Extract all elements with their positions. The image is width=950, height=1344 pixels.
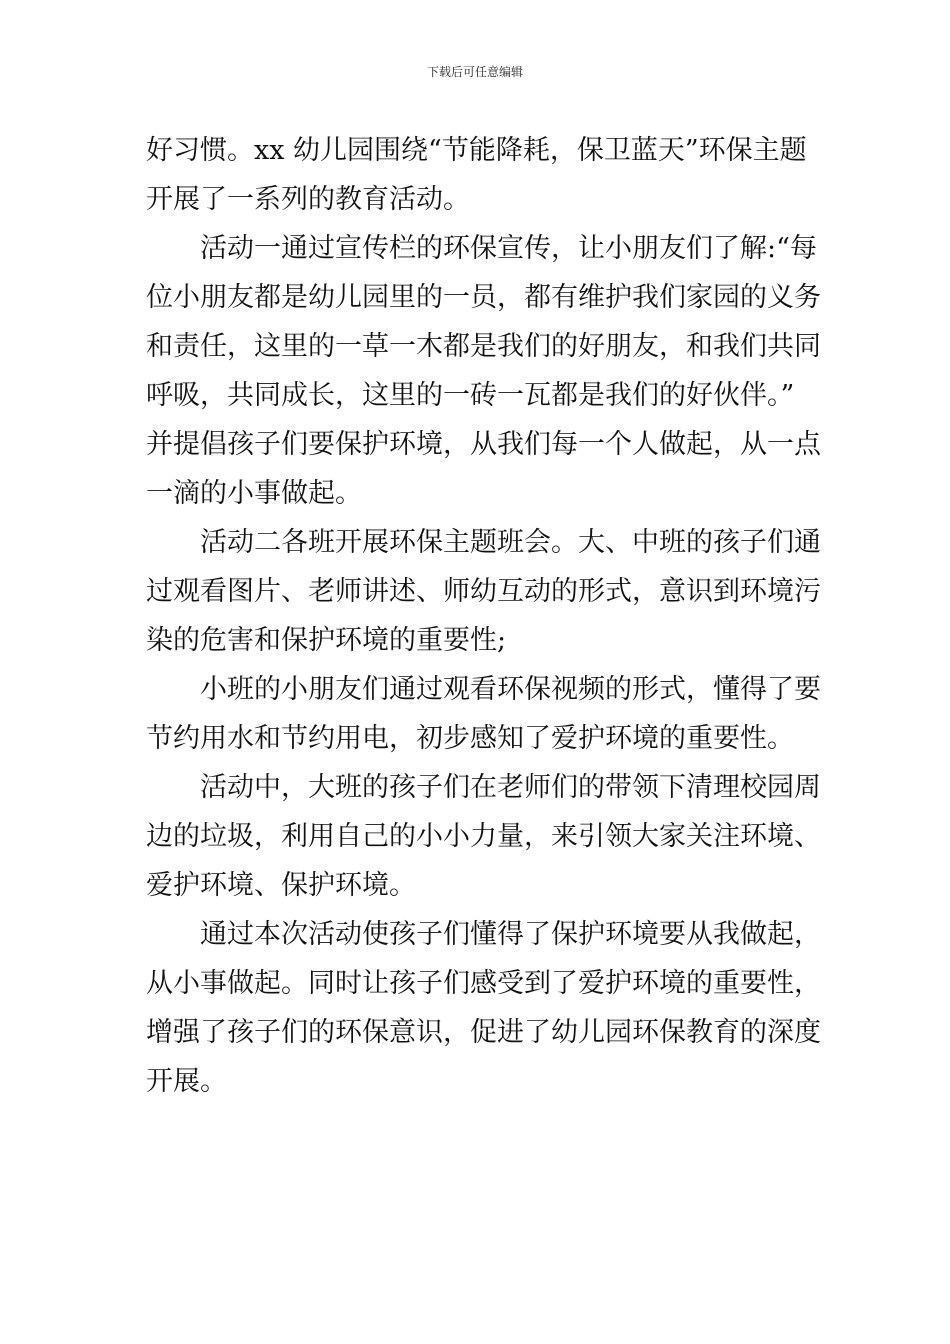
text-line: 开展。 xyxy=(146,1066,227,1097)
text-line: 呼吸，共同成长，这里的一砖一瓦都是我们的好伙伴。” xyxy=(146,380,795,411)
text-line: 染的危害和保护环境的重要性; xyxy=(146,625,507,656)
text-line: 和责任，这里的一草一木都是我们的好朋友，和我们共同 xyxy=(146,331,821,362)
text-line: 好习惯。xx 幼儿园围绕“节能降耗，保卫蓝天”环保主题 xyxy=(146,135,807,166)
text-line: 一滴的小事做起。 xyxy=(146,478,362,509)
text-line: 并提倡孩子们要保护环境，从我们每一个人做起，从一点 xyxy=(146,429,821,460)
text-line: 增强了孩子们的环保意识，促进了幼儿园环保教育的深度 xyxy=(146,1017,821,1048)
text-line: 活动中，大班的孩子们在老师们的带领下清理校园周 xyxy=(146,772,821,803)
text-line: 活动一通过宣传栏的环保宣传，让小朋友们了解:“每 xyxy=(146,233,817,264)
text-line: 过观看图片、老师讲述、师幼互动的形式，意识到环境污 xyxy=(146,576,821,607)
page-header: 下载后可任意编辑 xyxy=(426,65,523,79)
text-line: 位小朋友都是幼儿园里的一员，都有维护我们家园的义务 xyxy=(146,282,821,313)
document-body xyxy=(146,126,821,1106)
text-line: 活动二各班开展环保主题班会。大、中班的孩子们通 xyxy=(146,527,821,558)
text-line: 从小事做起。同时让孩子们感受到了爱护环境的重要性， xyxy=(146,968,821,999)
text-line: 开展了一系列的教育活动。 xyxy=(146,184,470,215)
text-line: 通过本次活动使孩子们懂得了保护环境要从我做起， xyxy=(146,919,821,950)
text-line: 爱护环境、保护环境。 xyxy=(146,870,416,901)
text-line: 小班的小朋友们通过观看环保视频的形式，懂得了要 xyxy=(146,674,821,705)
text-line: 边的垃圾，利用自己的小小力量，来引领大家关注环境、 xyxy=(146,821,821,852)
text-line: 节约用水和节约用电，初步感知了爱护环境的重要性。 xyxy=(146,723,794,754)
